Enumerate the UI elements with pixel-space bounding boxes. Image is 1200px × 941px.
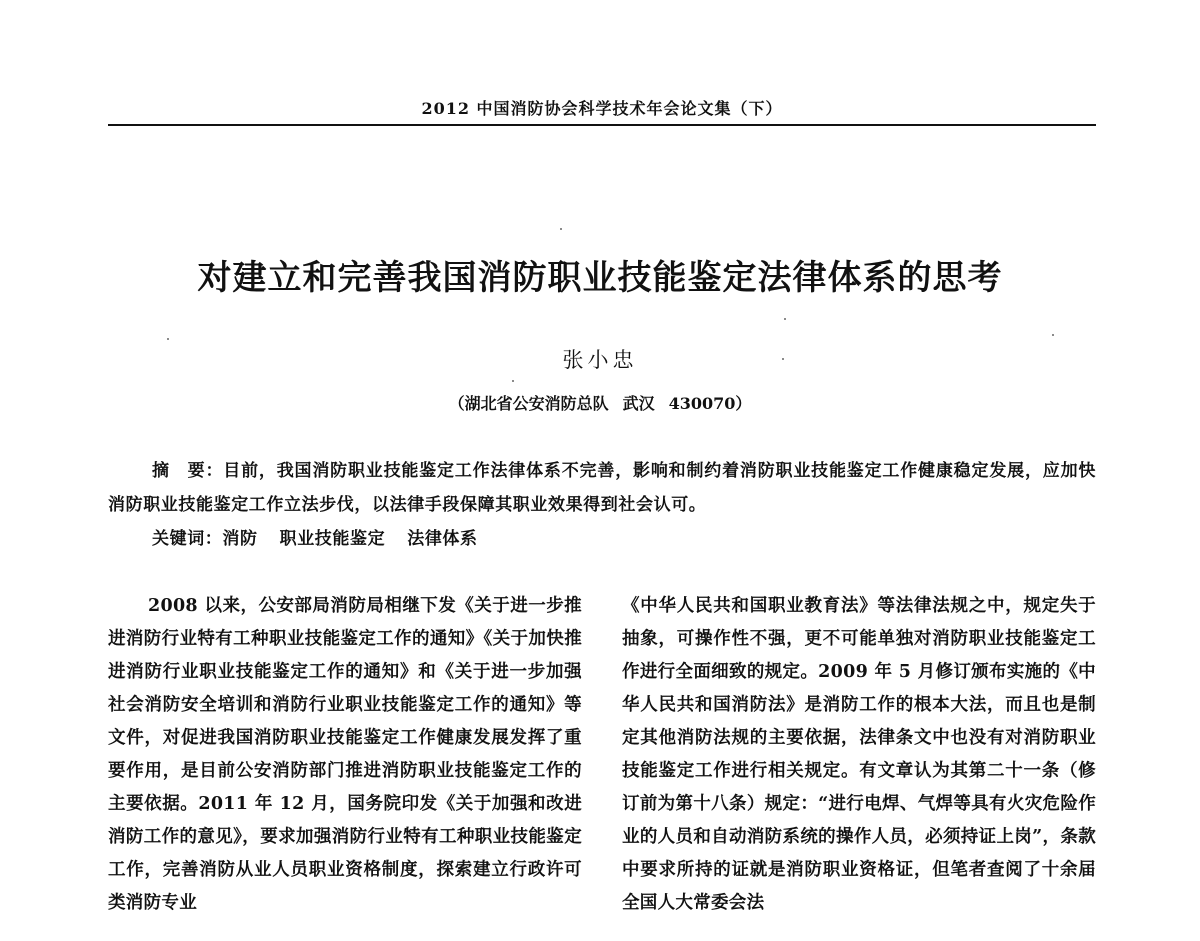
body-left-column: 2008 以来，公安部局消防局相继下发《关于进一步推进消防行业特有工种职业技能鉴定工作的通知》《关于加快推进消防行业职业技能鉴定工作的通知》和《关于进一步加强社会消防安全培训和消防行业职业技能鉴定工作的通知》等文件，对促进我国消防职业技能鉴定工作健康发展发挥了重要作用，是目前公安消防部门推进消防职业技能鉴定工作的主要依据。2011 年 12 月，国务院印发《关于加强和改进消防工作的意见》，要求加强消防行业特有工种职业技能鉴定工作，完善消防从业人员职业资格制度，探索建立行政许可类消防专业 <box>108 596 582 913</box>
scan-speck <box>167 338 169 340</box>
scan-speck <box>1052 334 1054 336</box>
abstract-label: 摘 要： <box>152 461 224 481</box>
keywords-label: 关键词： <box>152 529 223 549</box>
body-right-column: 《中华人民共和国职业教育法》等法律法规之中，规定失于抽象，可操作性不强，更不可能单独对消防职业技能鉴定工作进行全面细致的规定。2009 年 5 月修订颁布实施的《中华人民共和国消防法》是消防工作的根本大法，而且也是制定其他消防法规的主要依据，法律条文中也没有对消防职业技能鉴定工作进行相关规定。有文章认为其第二十一条（修订前为第十八条）规定：“进行电焊、气焊等具有火灾危险作业的人员和自动消防系统的操作人员，必须持证上岗”，条款中要求所持的证就是消防职业资格证，但笔者查阅了十余届全国人大常委会法 <box>622 596 1096 913</box>
affiliation-org: （湖北省公安消防总队 <box>448 394 609 413</box>
scan-speck <box>512 380 514 382</box>
scan-speck <box>782 358 784 360</box>
affiliation-postcode: 430070） <box>668 394 752 413</box>
paper-title: 对建立和完善我国消防职业技能鉴定法律体系的思考 <box>197 258 1003 298</box>
keyword: 职业技能鉴定 <box>279 529 386 549</box>
affiliation-city: 武汉 <box>622 394 655 413</box>
abstract <box>108 454 1096 522</box>
keyword: 消防 <box>222 529 258 549</box>
header-rule <box>108 124 1096 126</box>
abstract-text: 目前，我国消防职业技能鉴定工作法律体系不完善，影响和制约着消防职业技能鉴定工作健康稳定发展，应加快消防职业技能鉴定工作立法步伐，以法律手段保障其职业效果得到社会认可。 <box>108 461 1096 515</box>
affiliation <box>0 391 1200 414</box>
keywords <box>152 522 1096 556</box>
scan-speck <box>560 228 562 230</box>
keyword: 法律体系 <box>407 529 478 549</box>
scan-speck <box>784 318 786 320</box>
author: 张小忠 <box>562 348 638 372</box>
running-header: 2012 中国消防协会科学技术年会论文集（下） <box>421 99 783 118</box>
